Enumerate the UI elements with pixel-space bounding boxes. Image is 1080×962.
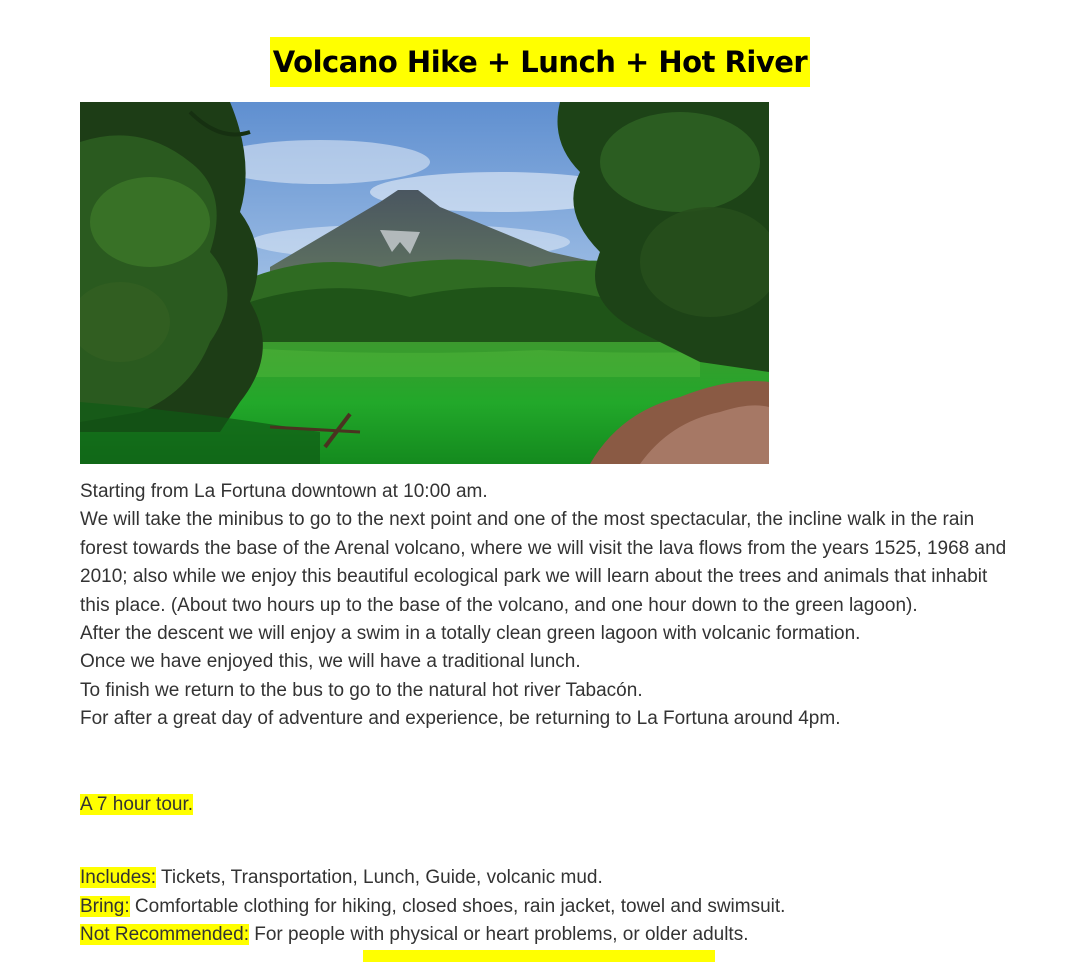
paragraph-start: Starting from La Fortuna downtown at 10:00 am.: [80, 481, 488, 502]
tour-length: [80, 790, 193, 820]
title-row: [0, 37, 1080, 87]
page-title: Volcano Hike + Lunch + Hot River: [270, 37, 810, 87]
paragraph-hike: We will take the minibus to go to the next point and one of the most spectacular, the incline walk in the rain forest towards the base of the Arenal volcano, where we will visit the lava flows from the years 1525, 1968 and 2010; also while we enjoy this beautiful ecological park we will learn about the trees and animals that inhabit this place. (About two hours up to the base of the volcano, and one hour down to the green lagoon).: [80, 509, 1007, 616]
tour-length-text: A 7 hour tour.: [80, 794, 194, 815]
paragraph-lunch: Once we have enjoyed this, we will have a traditional lunch.: [80, 651, 581, 673]
tour-details: [80, 864, 1010, 950]
paragraph-swim: After the descent we will enjoy a swim in a totally clean green lagoon with volcanic formation.: [80, 623, 861, 645]
includes-text: Tickets, Transportation, Lunch, Guide, volcanic mud.: [156, 867, 603, 888]
paragraph-hot-river: To finish we return to the bus to go to the natural hot river Tabacón.: [80, 679, 643, 701]
not-recommended-label: Not Recommended:: [80, 924, 249, 946]
description: [80, 478, 1010, 734]
highlight-bar: [363, 950, 715, 962]
not-recommended-text: For people with physical or heart problems, or older adults.: [248, 924, 749, 946]
bring-line: [80, 893, 1010, 922]
bring-text: Comfortable clothing for hiking, closed shoes, rain jacket, towel and swimsuit.: [129, 895, 786, 917]
not-recommended-line: [80, 921, 1010, 950]
bring-label: Bring:: [80, 895, 130, 917]
volcano-lagoon-photo: [80, 102, 769, 464]
includes-label: Includes:: [80, 867, 157, 888]
includes-line: [80, 864, 1010, 893]
paragraph-return: For after a great day of adventure and experience, be returning to La Fortuna around 4pm.: [80, 708, 841, 730]
